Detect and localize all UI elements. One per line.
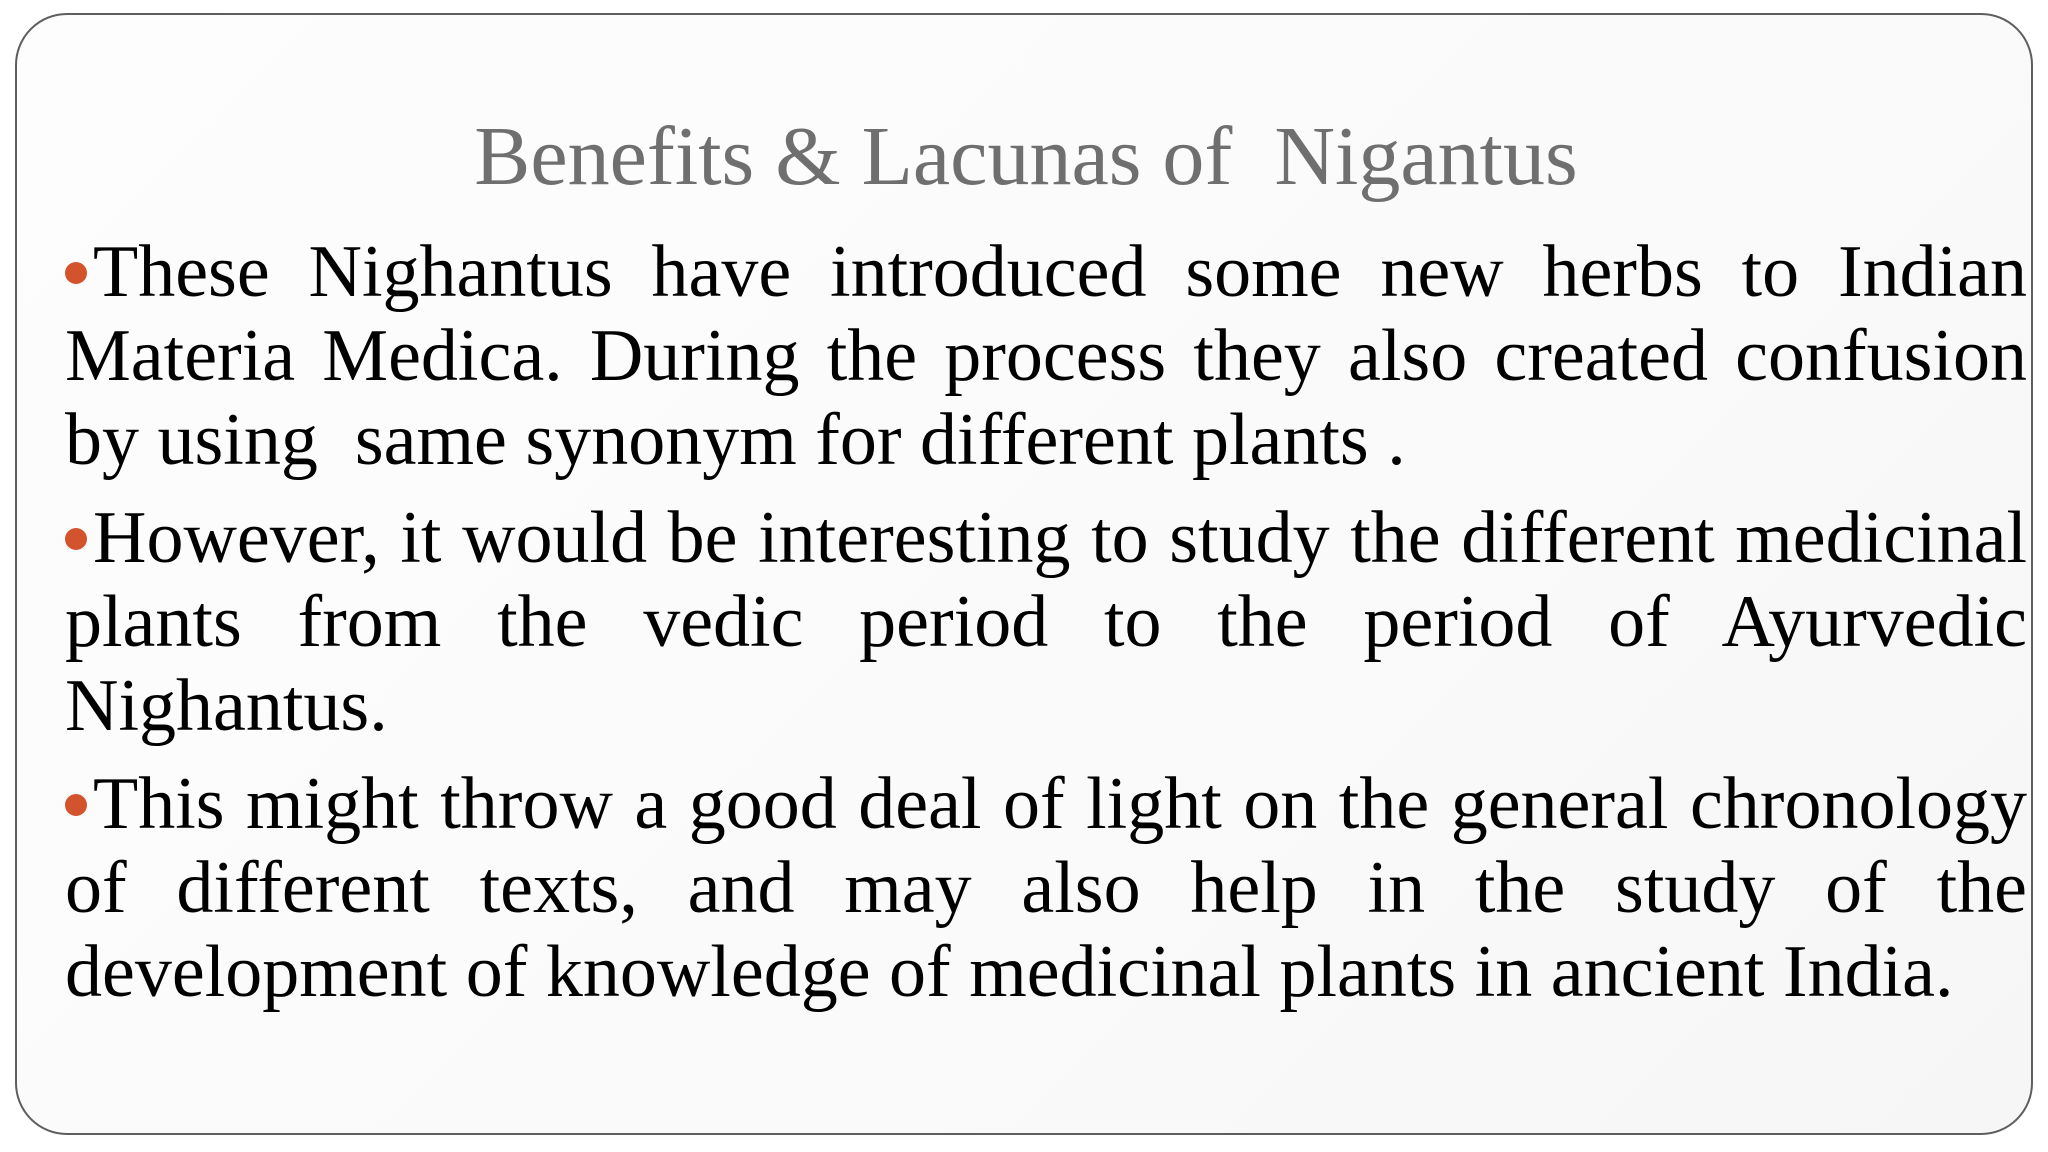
bullet-item [65,762,2046,1014]
bullet-dot-icon [65,262,87,284]
bullet-dot-icon [65,528,87,550]
bullet-item [65,230,2046,482]
bullet-text: This might throw a good deal of light on the general chronology of different texts, and may also help in the study of the development of knowledge of medicinal plants in ancient India. [65,763,2046,1013]
bullet-text: These Nighantus have introduced some new herbs to Indian Materia Medica. During the process they also created confusion by using same synonym for different plants . [65,231,2046,481]
bullet-text: However, it would be interesting to study the different medicinal plants from the vedic period to the period of Ayurvedic Nighantus. [65,497,2046,747]
slide-title: Benefits & Lacunas of Nigantus [474,110,1578,203]
bullet-dot-icon [65,794,87,816]
bullet-item [65,496,2046,748]
slide-body [65,230,2046,1028]
slide [15,13,2046,1135]
